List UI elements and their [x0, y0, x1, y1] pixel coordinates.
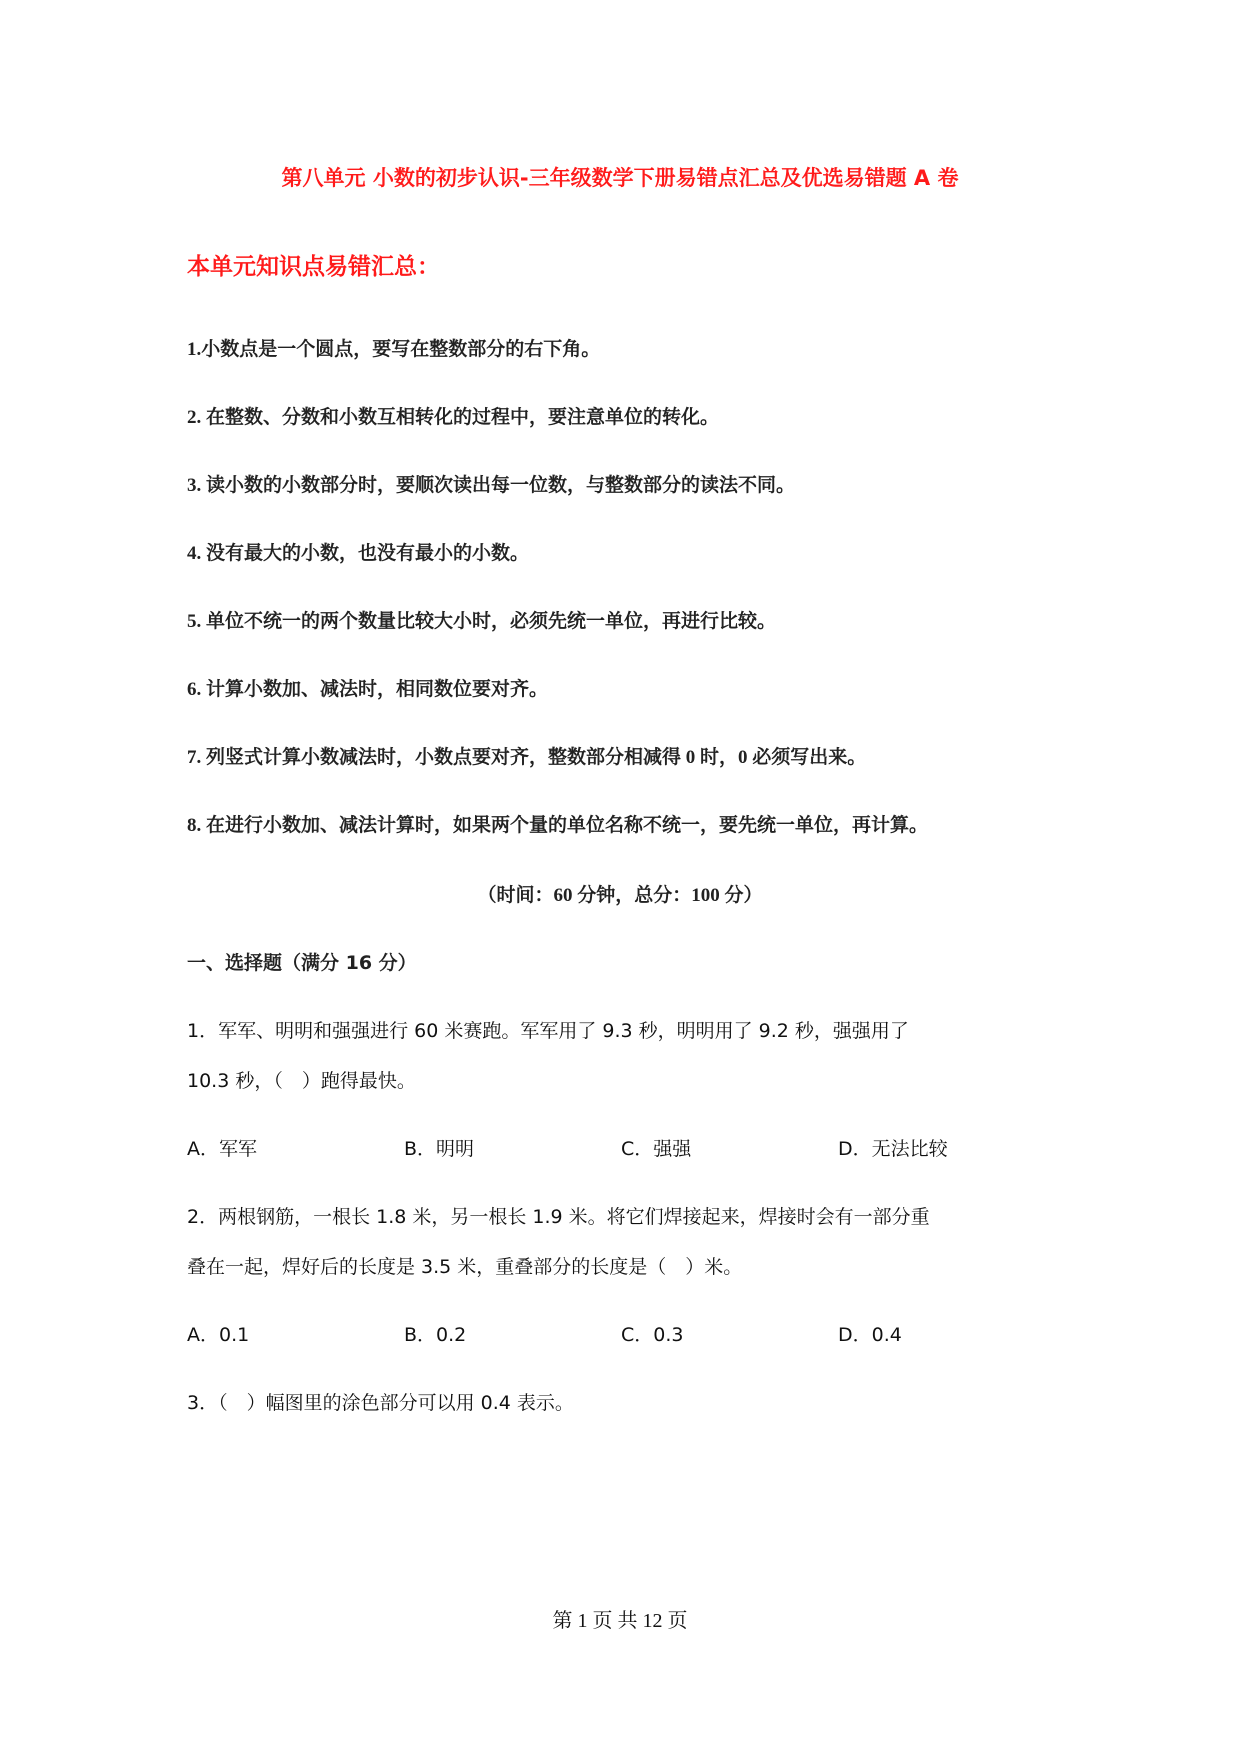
- question-1-option-c: C．强强: [621, 1138, 692, 1160]
- document-title: 第八单元 小数的初步认识-三年级数学下册易错点汇总及优选易错题 A 卷: [281, 166, 959, 190]
- knowledge-point: 1.小数点是一个圆点，要写在整数部分的右下角。: [187, 339, 601, 360]
- knowledge-point: 8. 在进行小数加、减法计算时，如果两个量的单位名称不统一，要先统一单位，再计算。: [187, 815, 929, 836]
- question-2-text: 2．两根钢筋，一根长 1.8 米，另一根长 1.9 米。将它们焊接起来，焊接时会有一部分重: [187, 1206, 930, 1228]
- page-footer: 第 1 页 共 12 页: [552, 1610, 688, 1632]
- question-2-option-d: D．0.4: [838, 1324, 902, 1346]
- knowledge-point: 2. 在整数、分数和小数互相转化的过程中，要注意单位的转化。: [187, 407, 720, 428]
- question-3-text: 3．（ ）幅图里的涂色部分可以用 0.4 表示。: [187, 1392, 574, 1414]
- knowledge-point: 6. 计算小数加、减法时，相同数位要对齐。: [187, 679, 549, 700]
- section-heading-choice: 一、选择题（满分 16 分）: [187, 952, 417, 974]
- knowledge-point: 5. 单位不统一的两个数量比较大小时，必须先统一单位，再进行比较。: [187, 611, 777, 632]
- question-2-text-cont: 叠在一起，焊好后的长度是 3.5 米，重叠部分的长度是（ ）米。: [187, 1256, 743, 1278]
- question-1-text: 1．军军、明明和强强进行 60 米赛跑。军军用了 9.3 秒，明明用了 9.2 秒，强强用了: [187, 1020, 909, 1042]
- question-1-option-b: B．明明: [404, 1138, 475, 1160]
- summary-heading: 本单元知识点易错汇总：: [187, 254, 440, 280]
- question-2-option-b: B．0.2: [404, 1324, 467, 1346]
- knowledge-point: 7. 列竖式计算小数减法时，小数点要对齐，整数部分相减得 0 时，0 必须写出来。: [187, 747, 867, 768]
- knowledge-point: 3. 读小数的小数部分时，要顺次读出每一位数，与整数部分的读法不同。: [187, 475, 796, 496]
- question-1-text-cont: 10.3 秒，（ ）跑得最快。: [187, 1070, 416, 1092]
- exam-info: （时间：60 分钟，总分：100 分）: [477, 885, 763, 906]
- question-2-option-c: C．0.3: [621, 1324, 684, 1346]
- knowledge-point: 4. 没有最大的小数，也没有最小的小数。: [187, 543, 530, 564]
- question-1-option-a: A．军军: [187, 1138, 257, 1160]
- question-1-option-d: D．无法比较: [838, 1138, 948, 1160]
- question-2-option-a: A．0.1: [187, 1324, 250, 1346]
